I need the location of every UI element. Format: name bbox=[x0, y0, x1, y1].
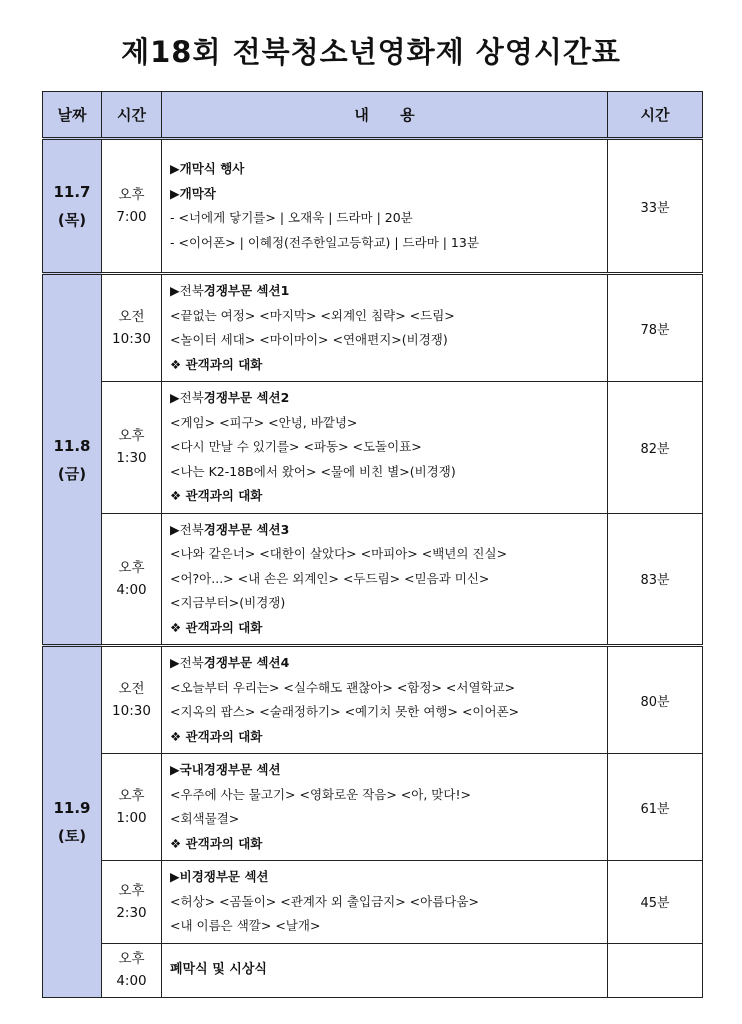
content-cell bbox=[162, 754, 608, 861]
time-cell bbox=[102, 382, 162, 514]
section-heading bbox=[170, 386, 599, 411]
section-title: 경쟁부문 섹션4 bbox=[203, 655, 290, 670]
time-cell bbox=[102, 943, 162, 997]
time-period: 오전 bbox=[118, 309, 145, 325]
film-list-line: <다시 만날 수 있기를> <파동> <도돌이표> bbox=[170, 439, 422, 454]
header-content: 내 용 bbox=[162, 92, 608, 139]
closing-ceremony: 폐막식 및 시상식 bbox=[170, 961, 267, 977]
duration-cell: 78분 bbox=[608, 274, 703, 382]
film-list-line: <끝없는 여정> <마지막> <외계인 침략> <드림> bbox=[170, 307, 455, 323]
date-value: 11.7 bbox=[53, 183, 91, 201]
table-row bbox=[43, 139, 703, 274]
time-cell bbox=[102, 139, 162, 274]
schedule-table bbox=[42, 91, 703, 998]
duration-cell: 61분 bbox=[608, 754, 703, 861]
time-period: 오후 bbox=[118, 187, 145, 203]
section-prefix: ▶전북 bbox=[170, 655, 204, 670]
date-cell bbox=[43, 274, 102, 646]
section-title: 경쟁부문 섹션3 bbox=[203, 521, 290, 537]
header-duration: 시간 bbox=[608, 92, 703, 139]
film-list-line: <지금부터>(비경쟁) bbox=[170, 595, 286, 610]
section-title: ▶개막작 bbox=[170, 185, 216, 201]
header-time: 시간 bbox=[102, 92, 162, 139]
film-list-line: <지옥의 팝스> <술래정하기> <예기치 못한 여행> <이어폰> bbox=[170, 704, 520, 719]
film-list-line: <허상> <곰돌이> <관계자 외 출입금지> <아름다움> bbox=[170, 893, 479, 909]
section-title: 경쟁부문 섹션2 bbox=[203, 390, 290, 405]
film-list-line: <나는 K2-18B에서 왔어> <물에 비친 별>(비경쟁) bbox=[170, 463, 456, 479]
section-heading bbox=[170, 279, 599, 304]
time-clock: 4:00 bbox=[116, 973, 147, 989]
film-list-line: - <너에게 닿기를> | 오재욱 | 드라마 | 20분 bbox=[170, 210, 413, 225]
time-clock: 1:30 bbox=[116, 450, 147, 467]
audience-talk: ❖ 관객과의 대화 bbox=[170, 619, 263, 635]
time-period: 오후 bbox=[118, 882, 145, 899]
duration-cell: 82분 bbox=[608, 382, 703, 514]
time-period: 오전 bbox=[118, 681, 145, 697]
section-heading bbox=[170, 865, 599, 890]
time-clock: 7:00 bbox=[116, 209, 147, 225]
time-cell bbox=[102, 513, 162, 646]
time-period: 오후 bbox=[118, 428, 145, 445]
weekday-value: (금) bbox=[57, 464, 87, 483]
film-list-line: <오늘부터 우리는> <실수해도 괜찮아> <함정> <서열학교> bbox=[170, 679, 516, 695]
content-cell bbox=[162, 943, 608, 997]
date-cell bbox=[43, 139, 102, 274]
date-value: 11.9 bbox=[53, 798, 91, 817]
content-cell bbox=[162, 382, 608, 514]
audience-talk: ❖ 관객과의 대화 bbox=[170, 835, 263, 851]
table-row bbox=[43, 382, 703, 514]
film-list-line: - <이어폰> | 이혜정(전주한일고등학교) | 드라마 | 13분 bbox=[170, 234, 479, 250]
content-cell bbox=[162, 139, 608, 274]
time-clock: 4:00 bbox=[116, 581, 147, 598]
table-row bbox=[43, 861, 703, 944]
table-row bbox=[43, 646, 703, 754]
duration-cell: 33분 bbox=[608, 139, 703, 274]
film-list-line: <놀이터 세대> <마이마이> <연애편지>(비경쟁) bbox=[170, 332, 448, 347]
section-title: ▶국내경쟁부문 섹션 bbox=[170, 762, 281, 777]
time-cell bbox=[102, 274, 162, 382]
content-cell bbox=[162, 861, 608, 944]
film-list-line: <게임> <피구> <안녕, 바깥녕> bbox=[170, 414, 358, 430]
time-clock: 1:00 bbox=[116, 810, 147, 826]
content-cell bbox=[162, 513, 608, 646]
time-period: 오후 bbox=[118, 788, 145, 804]
time-clock: 10:30 bbox=[112, 703, 151, 719]
date-cell bbox=[43, 646, 102, 998]
time-cell bbox=[102, 646, 162, 754]
time-period: 오후 bbox=[118, 951, 145, 967]
section-heading bbox=[170, 518, 599, 543]
film-list-line: <회색물결> bbox=[170, 811, 240, 826]
time-clock: 2:30 bbox=[116, 904, 147, 921]
section-heading bbox=[170, 182, 599, 207]
section-prefix: ▶전북 bbox=[170, 390, 204, 405]
date-value: 11.8 bbox=[53, 436, 91, 455]
page-title: 제18회 전북청소년영화제 상영시간표 bbox=[121, 35, 621, 69]
weekday-value: (토) bbox=[57, 826, 87, 845]
audience-talk: ❖ 관객과의 대화 bbox=[170, 728, 263, 744]
section-heading bbox=[170, 651, 599, 676]
content-cell bbox=[162, 646, 608, 754]
section-prefix: ▶전북 bbox=[170, 283, 204, 298]
time-period: 오후 bbox=[118, 559, 145, 576]
section-prefix: ▶전북 bbox=[170, 521, 204, 537]
audience-talk: ❖ 관객과의 대화 bbox=[170, 356, 263, 372]
time-cell bbox=[102, 861, 162, 944]
time-clock: 10:30 bbox=[112, 331, 151, 347]
weekday-value: (목) bbox=[57, 211, 87, 229]
header-row bbox=[43, 92, 703, 139]
film-list-line: <내 이름은 색깔> <날개> bbox=[170, 918, 321, 933]
content-cell bbox=[162, 274, 608, 382]
section-heading bbox=[170, 157, 599, 182]
section-title: 경쟁부문 섹션1 bbox=[203, 283, 290, 298]
section-title: ▶개막식 행사 bbox=[170, 161, 245, 176]
table-row bbox=[43, 274, 703, 382]
duration-cell bbox=[608, 943, 703, 997]
header-date: 날짜 bbox=[43, 92, 102, 139]
duration-cell: 83분 bbox=[608, 513, 703, 646]
film-list-line: <나와 같은너> <대한이 살았다> <마피아> <백년의 진실> bbox=[170, 546, 508, 561]
film-list-line: <어?아...> <내 손은 외계인> <두드림> <믿음과 미신> bbox=[170, 570, 490, 586]
duration-cell: 80분 bbox=[608, 646, 703, 754]
table-row bbox=[43, 513, 703, 646]
time-cell bbox=[102, 754, 162, 861]
table-row bbox=[43, 754, 703, 861]
table-row bbox=[43, 943, 703, 997]
film-list-line: <우주에 사는 물고기> <영화로운 작음> <아, 맞다!> bbox=[170, 786, 471, 802]
section-title: ▶비경쟁부문 섹션 bbox=[170, 869, 269, 884]
duration-cell: 45분 bbox=[608, 861, 703, 944]
audience-talk: ❖ 관객과의 대화 bbox=[170, 488, 263, 503]
section-heading bbox=[170, 758, 599, 783]
